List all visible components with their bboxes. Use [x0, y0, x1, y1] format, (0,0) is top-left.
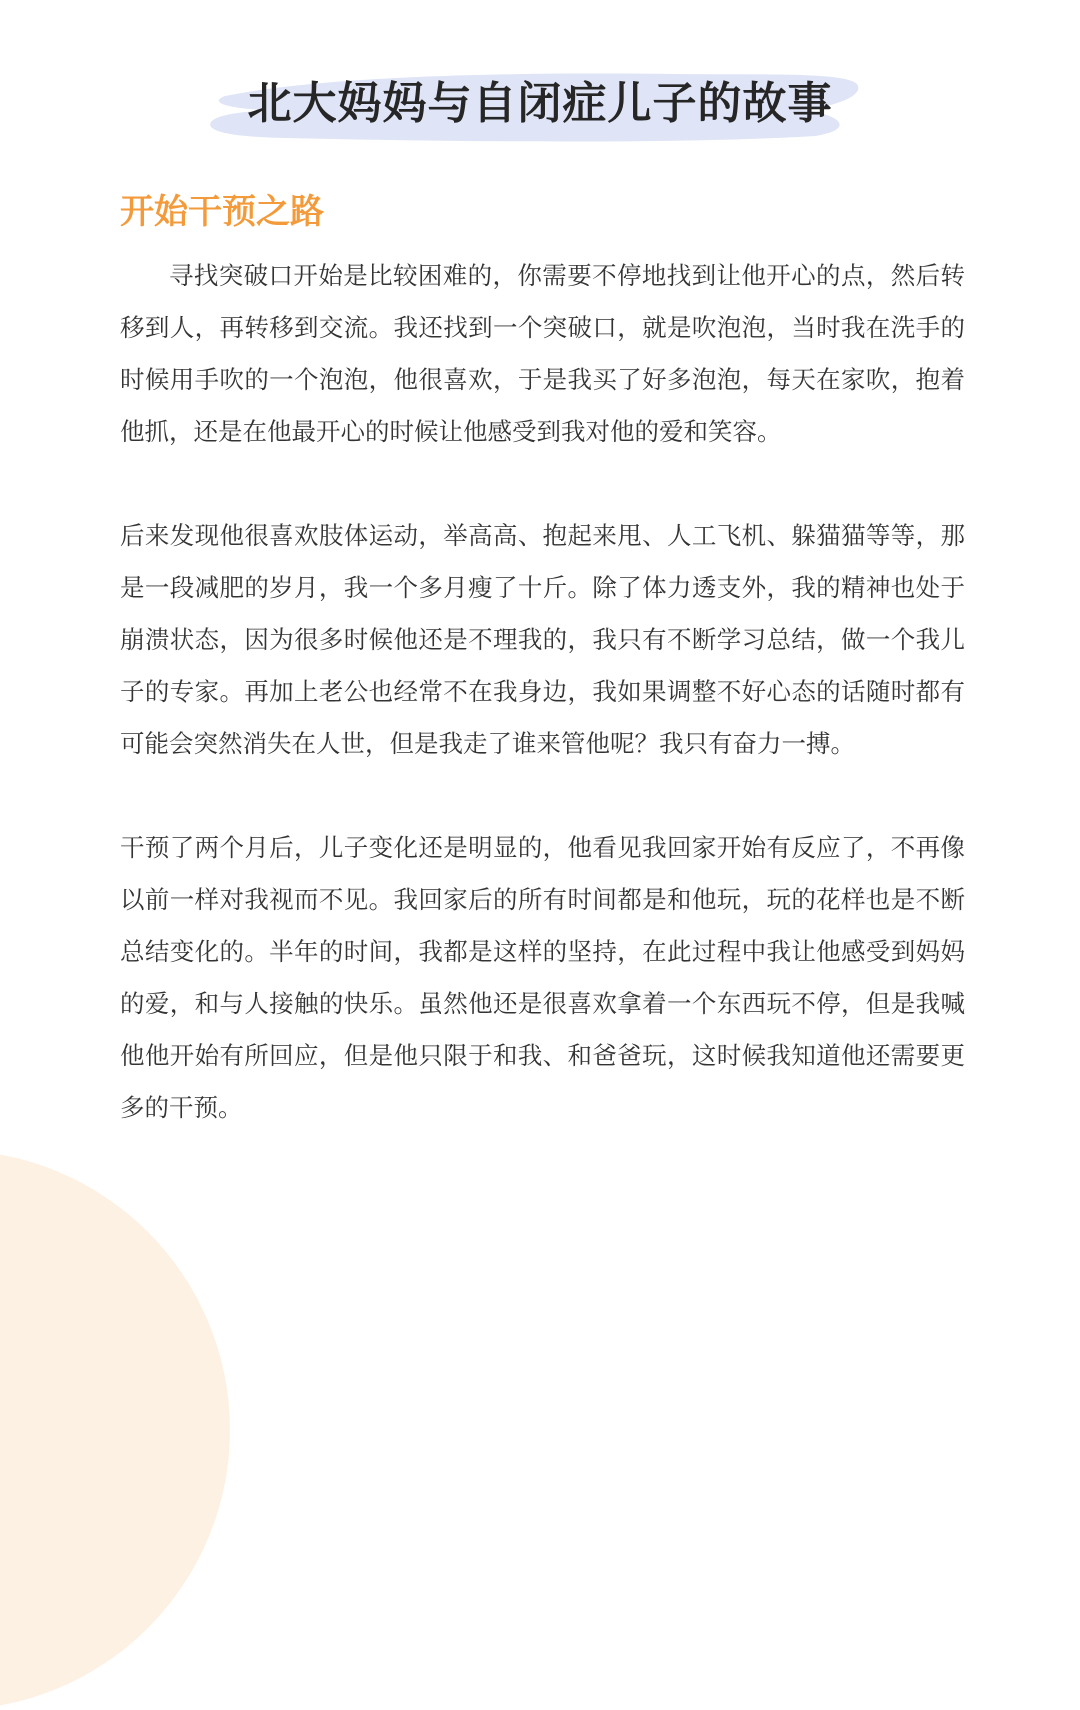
article-body: [120, 250, 965, 1186]
paragraph-2: 后来发现他很喜欢肢体运动，举高高、抱起来甩、人工飞机、躲猫猫等等，那是一段减肥的岁月，我一个多月瘦了十斤。除了体力透支外，我的精神也处于崩溃状态，因为很多时候他还是不理我的，我只有不断学习总结，做一个我儿子的专家。再加上老公也经常不在我身边，我如果调整不好心态的话随时都有可能会突然消失在人世，但是我走了谁来管他呢？我只有奋力一搏。: [120, 521, 965, 758]
paragraph-1: 寻找突破口开始是比较困难的，你需要不停地找到让他开心的点，然后转移到人，再转移到交流。我还找到一个突破口，就是吹泡泡，当时我在洗手的时候用手吹的一个泡泡，他很喜欢，于是我买了好多泡泡，每天在家吹，抱着他抓，还是在他最开心的时候让他感受到我对他的爱和笑容。: [120, 261, 965, 446]
title-banner: [0, 66, 1080, 146]
page-title: 北大妈妈与自闭症儿子的故事: [247, 78, 833, 129]
corner-decoration: [0, 1150, 230, 1710]
paragraph-3: 干预了两个月后，儿子变化还是明显的，他看见我回家开始有反应了，不再像以前一样对我视而不见。我回家后的所有时间都是和他玩，玩的花样也是不断总结变化的。半年的时间，我都是这样的坚持，在此过程中我让他感受到妈妈的爱，和与人接触的快乐。虽然他还是很喜欢拿着一个东西玩不停，但是我喊他他开始有所回应，但是他只限于和我、和爸爸玩，这时候我知道他还需要更多的干预。: [120, 833, 965, 1122]
section-heading: 开始干预之路: [120, 192, 324, 232]
